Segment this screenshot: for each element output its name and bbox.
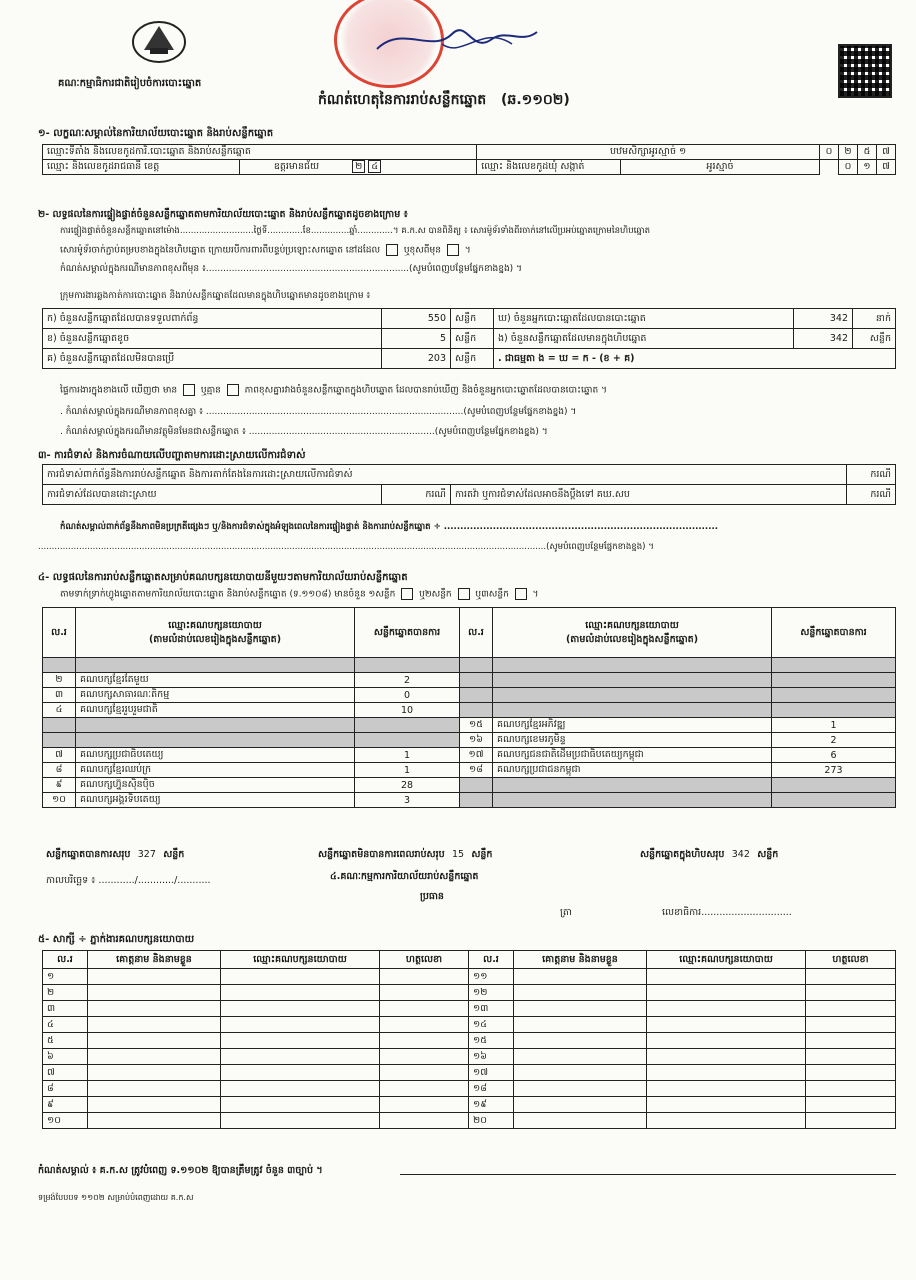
witness-right-name[interactable] xyxy=(514,1097,647,1113)
col-party-left-title: ឈ្មោះគណបក្សនយោបាយ xyxy=(168,619,262,631)
witness-right-name[interactable] xyxy=(514,1113,647,1129)
party-right-name: គណបក្សខេមរភូមិន្ទ xyxy=(493,733,772,748)
witness-left-no: ១០ xyxy=(43,1113,88,1129)
party-right-votes: 273 xyxy=(772,763,896,778)
col-votes-right: សន្លឹកឆ្នោតបានការ xyxy=(772,608,896,658)
party-left-votes xyxy=(355,718,460,733)
three-sheet-checkbox[interactable] xyxy=(515,588,527,600)
witness-right-no: ១៦ xyxy=(469,1049,514,1065)
witness-row xyxy=(43,1033,896,1049)
objection-table xyxy=(42,464,896,505)
total-invalid-label: សន្លឹកឆ្នោតមិនបានការពេលរាប់សរុប xyxy=(318,849,445,860)
section5-title: ៥- សាក្សី ÷ ភ្នាក់ងារគណបក្សនយោបាយ xyxy=(38,934,195,945)
changed-label: ឬខុសពីមុន xyxy=(403,245,441,256)
party-left-no: ៧ xyxy=(43,748,76,763)
witness-row xyxy=(43,1001,896,1017)
party-right-name: គណបក្សប្រជាជនកម្ពុជា xyxy=(493,763,772,778)
count-formula: . ជាធម្មតា ង = ឃ = ក - (ខ + គ) xyxy=(494,349,896,369)
count-a-label: ក) ចំនួនសន្លឹកឆ្នោតដែលបានទទួលពាក់ព័ន្ធ xyxy=(43,309,382,329)
line2-text: សោរម៉ូទ័រចាក់ភ្ជាប់គម្របខាងក្នុងនៃហិបឆ្នោត ក្រោយរបីការពារពីបន្ទប់ប្រឡោះសកឆ្នោត នៅដដែល xyxy=(60,245,381,256)
party-left-no xyxy=(43,718,76,733)
no-diff-checkbox[interactable] xyxy=(227,384,239,396)
party-right-votes xyxy=(772,778,896,793)
party-right-no xyxy=(460,673,493,688)
witness-left-no: ៤ xyxy=(43,1017,88,1033)
witness-right-party[interactable] xyxy=(647,1033,806,1049)
col-no-right: ល.រ xyxy=(460,608,493,658)
commune-code-1: ០ xyxy=(839,160,858,175)
col-votes-left: សន្លឹកឆ្នោតបានការ xyxy=(355,608,460,658)
two-sheet-checkbox[interactable] xyxy=(458,588,470,600)
witness-left-party[interactable] xyxy=(221,1081,380,1097)
party-right-name xyxy=(493,703,772,718)
witness-right-no: ១៨ xyxy=(469,1081,514,1097)
witness-right-no: ១៤ xyxy=(469,1017,514,1033)
party-row xyxy=(43,703,896,718)
witness-right-no: ១១ xyxy=(469,969,514,985)
witness-left-sign[interactable] xyxy=(380,1097,469,1113)
witness-right-sign[interactable] xyxy=(806,1001,896,1017)
total-invalid xyxy=(318,848,492,862)
col-party-right-sub: (តាមលំដាប់លេខរៀងក្នុងសន្លឹកឆ្នោត) xyxy=(565,633,699,645)
party-right-name xyxy=(493,793,772,808)
count-a-value: 550 xyxy=(382,309,451,329)
witness-left-sign[interactable] xyxy=(380,1017,469,1033)
objection-row2-unit: ករណី xyxy=(382,485,451,505)
party-right-votes: 1 xyxy=(772,718,896,733)
witness-row xyxy=(43,1065,896,1081)
party-right-name xyxy=(493,658,772,673)
party-left-no xyxy=(43,733,76,748)
witness-right-name[interactable] xyxy=(514,1081,647,1097)
witness-left-name[interactable] xyxy=(88,985,221,1001)
section2-line1: ការផ្ទៀងផ្ទាត់ចំនួនសន្លឹកឆ្នោតនៅម៉ោង...........................ថ្ងៃទី.............ខែ..............ឆ្នាំ.............។ គ.ក.ស បានពិនិត្យ ៖ សោរម៉ូទ័រទាំងពីរចាក់នៅលើប្រអប់ឆ្នោតក្រោមនៃហិបឆ្នោត xyxy=(60,226,651,236)
province-code-2: ៤ xyxy=(368,160,381,173)
party-left-votes: 3 xyxy=(355,793,460,808)
count-d-label: ឃ) ចំនួនអ្នកបោះឆ្នោតដែលបានបោះឆ្នោត xyxy=(494,309,794,329)
party-right-no xyxy=(460,688,493,703)
party-left-votes: 10 xyxy=(355,703,460,718)
witness-left-party[interactable] xyxy=(221,1049,380,1065)
count-b-value: 5 xyxy=(382,329,451,349)
witness-right-sign[interactable] xyxy=(806,1113,896,1129)
count-c-value: 203 xyxy=(382,349,451,369)
w-col-name-right: គោត្តនាម និងនាមខ្លួន xyxy=(514,951,647,969)
party-left-name: គណបក្សខ្មែរតែមួយ xyxy=(76,673,355,688)
party-left-no: ១០ xyxy=(43,793,76,808)
subtitle-text: តាមទាក់ទ្រាក់ហ្វូងឆ្នោតតាមការិយាល័យបោះឆ្នោត និងរាប់សន្លឹកឆ្នោត (ទ.១១០៨) មានចំនួន ១សន្លឹក xyxy=(60,589,396,600)
witness-left-name[interactable] xyxy=(88,1017,221,1033)
party-row xyxy=(43,748,896,763)
section2-line3: កំណត់សម្គាល់ក្នុងករណីមានភាពខុសពីមុន ៖.......................................................................(សូមបំពេញបន្ថែមផ្នែកខាងខ្នង) ។ xyxy=(60,264,522,274)
witness-left-party[interactable] xyxy=(221,1033,380,1049)
witness-row xyxy=(43,969,896,985)
two-sheet-label: ឬ២សន្លឹក xyxy=(419,589,452,600)
form-title-text: កំណត់ហេតុនៃការរាប់សន្លឹកឆ្នោត xyxy=(318,92,487,108)
party-right-no xyxy=(460,703,493,718)
party-results-table xyxy=(42,607,896,808)
w-col-party-left: ឈ្មោះគណបក្សនយោបាយ xyxy=(221,951,380,969)
party-right-votes: 2 xyxy=(772,733,896,748)
witness-right-no: ១៥ xyxy=(469,1033,514,1049)
changed-checkbox[interactable] xyxy=(447,244,459,256)
party-right-name: គណបក្សខ្មែរអភិវឌ្ឍ xyxy=(493,718,772,733)
witness-right-sign[interactable] xyxy=(806,969,896,985)
witness-right-party[interactable] xyxy=(647,1081,806,1097)
w-col-party-right: ឈ្មោះគណបក្សនយោបាយ xyxy=(647,951,806,969)
total-valid-unit: សន្លឹក xyxy=(163,849,185,860)
party-left-votes: 2 xyxy=(355,673,460,688)
party-row xyxy=(43,763,896,778)
witness-right-party[interactable] xyxy=(647,1049,806,1065)
count-e-unit: សន្លឹក xyxy=(853,329,896,349)
w-col-sign-left: ហត្ថលេខា xyxy=(380,951,469,969)
section2-line7: . កំណត់សម្គាល់ក្នុងករណីមានវត្ថុមិនមែនជាសន្លឹកឆ្នោត ៖ .................................................................(សូមបំពេញបន្ថែមផ្នែកខាងខ្នង) ។ xyxy=(60,427,548,437)
party-left-no: ៩ xyxy=(43,778,76,793)
witness-right-sign[interactable] xyxy=(806,1065,896,1081)
objection-row2-label: ការជំទាស់ដែលបានដោះស្រាយ xyxy=(43,485,382,505)
party-right-votes xyxy=(772,703,896,718)
party-right-votes xyxy=(772,688,896,703)
party-right-votes xyxy=(772,673,896,688)
section2-line6: . កំណត់សម្គាល់ក្នុងករណីមានភាពខុសគ្នា ៖ ..........................................................................................(សូមបំពេញបន្ថែមផ្នែកខាងខ្នង) ។ xyxy=(60,407,577,417)
total-box xyxy=(640,848,778,862)
objection-row1-label: ការជំទាស់ពាក់ព័ន្ធនឹងការរាប់សន្លឹកឆ្នោត និងការតាក់តែងនៃការដោះស្រាយលើការជំទាស់ xyxy=(43,465,847,485)
witness-row xyxy=(43,1017,896,1033)
witness-right-sign[interactable] xyxy=(806,1049,896,1065)
total-box-value: 342 xyxy=(731,849,750,860)
ballot-count-table xyxy=(42,308,896,369)
witness-right-party[interactable] xyxy=(647,1017,806,1033)
section3-title: ៣- ការជំទាស់ និងការចំណាយលើបញ្ហាតាមការដោះស្រាយលើការជំទាស់ xyxy=(38,450,306,461)
witness-left-name[interactable] xyxy=(88,1113,221,1129)
site-code-4: ៧ xyxy=(877,145,896,160)
three-sheet-label: ឬ៣សន្លឹក xyxy=(475,589,509,600)
party-row xyxy=(43,673,896,688)
party-right-no xyxy=(460,778,493,793)
col-party-left xyxy=(76,608,355,658)
witness-left-party[interactable] xyxy=(221,1065,380,1081)
witness-left-sign[interactable] xyxy=(380,1065,469,1081)
witness-left-name[interactable] xyxy=(88,1081,221,1097)
site-code-2: ២ xyxy=(839,145,858,160)
w-col-sign-right: ហត្ថលេខា xyxy=(806,951,896,969)
section3-note: កំណត់សម្គាល់ពាក់ព័ន្ធនឹងភាពមិនប្រក្រតីផ្សេងៗ ឬ/និងការជំទាស់ក្នុងអំឡុងពេលនៃការផ្ទៀងផ្ទាត់ និងការរាប់សន្លឹកឆ្នោត ÷ .................................................................................... xyxy=(60,522,718,532)
site-code-3: ៥ xyxy=(858,145,877,160)
witness-right-name[interactable] xyxy=(514,1033,647,1049)
witness-right-no: ១៧ xyxy=(469,1065,514,1081)
witness-right-name[interactable] xyxy=(514,969,647,985)
witness-row xyxy=(43,1081,896,1097)
party-left-no xyxy=(43,658,76,673)
party-right-name xyxy=(493,673,772,688)
date-line: កាលបរិច្ឆេទ ៖ ............/............/........... xyxy=(46,875,211,886)
witness-left-party[interactable] xyxy=(221,969,380,985)
witness-left-no: ៦ xyxy=(43,1049,88,1065)
witness-right-no: ១២ xyxy=(469,985,514,1001)
site-label: ឈ្មោះទីតាំង និងលេខកូដការិ.បោះឆ្នោត និងរាប់សន្លឹកឆ្នោត xyxy=(43,145,477,160)
section1-table xyxy=(42,144,896,175)
party-left-name: គណបក្សប្រជាធិបតេយ្យ xyxy=(76,748,355,763)
party-right-votes xyxy=(772,793,896,808)
witness-left-party[interactable] xyxy=(221,1097,380,1113)
witness-left-no: ២ xyxy=(43,985,88,1001)
footer-rule xyxy=(400,1174,896,1175)
witness-right-party[interactable] xyxy=(647,1113,806,1129)
count-c-unit: សន្លឹក xyxy=(451,349,494,369)
qr-code xyxy=(838,44,892,98)
commune-value: អូរស្មាច់ xyxy=(621,160,820,175)
commune-code-2: ១ xyxy=(858,160,877,175)
party-left-votes: 0 xyxy=(355,688,460,703)
secretary-label: លេខាធិការ.............................. xyxy=(662,907,792,918)
party-left-votes: 28 xyxy=(355,778,460,793)
nec-logo xyxy=(130,18,188,66)
witness-right-name[interactable] xyxy=(514,1001,647,1017)
province-value xyxy=(239,160,476,175)
objection-row2-unit2: ករណី xyxy=(847,485,896,505)
witness-right-party[interactable] xyxy=(647,1065,806,1081)
objection-row2-mid: ការតវ៉ា ឬការជំទាស់ដែលអាចនឹងប្ដឹងទៅ គឃ.សប xyxy=(451,485,847,505)
blank-cell xyxy=(820,160,839,175)
site-value: បឋមសិក្សាអូរស្មាច់ ១ xyxy=(477,145,820,160)
witness-left-no: ៥ xyxy=(43,1033,88,1049)
section2-title: ២- លទ្ធផលនៃការផ្ទៀងផ្ទាត់ចំនួនសន្លឹកឆ្នោតតាមការិយាល័យបោះឆ្នោត និងរាប់សន្លឹកឆ្នោតដូចខាងក្រោម ៖ xyxy=(38,209,408,220)
party-left-no: ២ xyxy=(43,673,76,688)
party-right-name: គណបក្សជនជាតិដើមប្រជាធិបតេយ្យកម្ពុជា xyxy=(493,748,772,763)
party-row xyxy=(43,733,896,748)
section3-note2: ..........................................................................................................................................................................................(សូមបំពេញបន្ថែមផ្នែកខាងខ្នង) ។ xyxy=(38,542,654,552)
witness-left-sign[interactable] xyxy=(380,969,469,985)
footer-small: ទម្រង់បែបបទ ១១០២ សម្រាប់បំពេញដោយ គ.ក.ស xyxy=(38,1193,194,1202)
total-valid-value: 327 xyxy=(137,849,156,860)
witness-right-sign[interactable] xyxy=(806,1081,896,1097)
party-right-votes xyxy=(772,658,896,673)
section2-line5 xyxy=(60,384,607,398)
party-left-votes: 1 xyxy=(355,748,460,763)
witness-row xyxy=(43,1049,896,1065)
party-left-name: គណបក្សហ្វ៊ុនស៊ិនប៉ិច xyxy=(76,778,355,793)
section2-line2: សោរម៉ូទ័រចាក់ភ្ជាប់គម្របខាងក្នុងនៃហិបឆ្នោត ក្រោយរបីការពារពីបន្ទប់ប្រឡោះសកឆ្នោត នៅដដែល ឬខុសពីមុន ។ xyxy=(60,245,471,256)
total-box-label: សន្លឹកឆ្នោតក្នុងហិបសរុប xyxy=(640,849,725,860)
count-d-unit: នាក់ xyxy=(853,309,896,329)
party-right-name xyxy=(493,688,772,703)
total-invalid-unit: សន្លឹក xyxy=(471,849,493,860)
witness-left-sign[interactable] xyxy=(380,985,469,1001)
section4-title: ៤- លទ្ធផលនៃការរាប់សន្លឹកឆ្នោតសម្រាប់គណបក្សនយោបាយនីមួយៗតាមការិយាល័យរាប់សន្លឹកឆ្នោត xyxy=(38,572,408,583)
party-left-name xyxy=(76,718,355,733)
witness-left-name[interactable] xyxy=(88,1033,221,1049)
witness-right-sign[interactable] xyxy=(806,1017,896,1033)
has-diff-checkbox[interactable] xyxy=(183,384,195,396)
total-box-unit: សន្លឹក xyxy=(757,849,779,860)
total-invalid-value: 15 xyxy=(451,849,465,860)
witness-right-name[interactable] xyxy=(514,1049,647,1065)
site-code-1: ០ xyxy=(820,145,839,160)
party-left-no: ៨ xyxy=(43,763,76,778)
witness-left-sign[interactable] xyxy=(380,1113,469,1129)
party-row xyxy=(43,718,896,733)
line5-text: ផ្ទៃការងារក្នុងខាងលើ ឃើញថា មាន xyxy=(60,385,178,396)
witness-right-sign[interactable] xyxy=(806,985,896,1001)
party-row xyxy=(43,688,896,703)
witness-left-name[interactable] xyxy=(88,1049,221,1065)
party-right-no: ១៥ xyxy=(460,718,493,733)
witness-right-name[interactable] xyxy=(514,1065,647,1081)
witness-right-name[interactable] xyxy=(514,985,647,1001)
w-col-no-right: ល.រ xyxy=(469,951,514,969)
party-left-name: គណបក្សខ្មែររួបរួមជាតិ xyxy=(76,703,355,718)
party-left-name: គណបក្សអង្គរទិបតេយ្យ xyxy=(76,793,355,808)
witness-left-sign[interactable] xyxy=(380,1033,469,1049)
witness-left-sign[interactable] xyxy=(380,1049,469,1065)
witness-right-no: ២០ xyxy=(469,1113,514,1129)
party-left-votes xyxy=(355,733,460,748)
stamp-label: ត្រា xyxy=(560,907,572,918)
signature xyxy=(372,14,552,68)
witness-left-sign[interactable] xyxy=(380,1081,469,1097)
witness-right-no: ១៣ xyxy=(469,1001,514,1017)
witness-right-party[interactable] xyxy=(647,969,806,985)
same-checkbox[interactable] xyxy=(386,244,398,256)
commune-label: ឈ្មោះ និងលេខកូដឃុំ សង្កាត់ xyxy=(477,160,621,175)
witness-right-name[interactable] xyxy=(514,1017,647,1033)
party-right-no: ១៨ xyxy=(460,763,493,778)
party-left-name xyxy=(76,733,355,748)
committee-label: ៤.គណៈកម្មការការិយាល័យរាប់សន្លឹកឆ្នោត xyxy=(330,871,479,882)
party-right-no xyxy=(460,658,493,673)
party-right-no xyxy=(460,793,493,808)
party-left-name: គណបក្សខ្មែរឈប់ក្រ xyxy=(76,763,355,778)
witness-left-party[interactable] xyxy=(221,985,380,1001)
witness-right-party[interactable] xyxy=(647,1097,806,1113)
party-left-votes xyxy=(355,658,460,673)
party-right-name xyxy=(493,778,772,793)
count-b-label: ខ) ចំនួនសន្លឹកឆ្នោតខូច xyxy=(43,329,382,349)
witness-right-sign[interactable] xyxy=(806,1097,896,1113)
witness-left-name[interactable] xyxy=(88,1097,221,1113)
commune-code-3: ៧ xyxy=(877,160,896,175)
party-left-no: ៣ xyxy=(43,688,76,703)
section4-subtitle: តាមទាក់ទ្រាក់ហ្វូងឆ្នោតតាមការិយាល័យបោះឆ្នោត និងរាប់សន្លឹកឆ្នោត (ទ.១១០៨) មានចំនួន ១សន្លឹក ឬ២សន្លឹក ឬ៣សន្លឹក ។ xyxy=(60,589,539,600)
witness-left-no: ១ xyxy=(43,969,88,985)
witness-right-no: ១៩ xyxy=(469,1097,514,1113)
col-no-left: ល.រ xyxy=(43,608,76,658)
no-diff-label: ឬគ្មាន xyxy=(200,385,221,396)
party-left-name xyxy=(76,658,355,673)
witness-left-no: ៨ xyxy=(43,1081,88,1097)
witness-left-name[interactable] xyxy=(88,1065,221,1081)
form-code: (ឆ.១១០២) xyxy=(501,92,570,108)
witness-right-party[interactable] xyxy=(647,985,806,1001)
total-valid-label: សន្លឹកឆ្នោតបានការសរុប xyxy=(46,849,131,860)
province-label: ឈ្មោះ និងលេខកូដរាជធានី ខេត្ត xyxy=(43,160,240,175)
count-e-value: 342 xyxy=(794,329,853,349)
witness-right-sign[interactable] xyxy=(806,1033,896,1049)
col-party-right xyxy=(493,608,772,658)
witness-left-party[interactable] xyxy=(221,1017,380,1033)
w-col-name-left: គោត្តនាម និងនាមខ្លួន xyxy=(88,951,221,969)
org-name: គណៈកម្មាធិការជាតិរៀបចំការបោះឆ្នោត xyxy=(58,78,202,89)
count-d-value: 342 xyxy=(794,309,853,329)
section1-title: ១- លក្ខណៈសម្គាល់នៃការិយាល័យបោះឆ្នោត និងរាប់សន្លឹកឆ្នោត xyxy=(38,128,274,139)
witness-left-no: ៩ xyxy=(43,1097,88,1113)
col-party-right-title: ឈ្មោះគណបក្សនយោបាយ xyxy=(585,619,679,631)
party-right-no: ១៧ xyxy=(460,748,493,763)
count-b-unit: សន្លឹក xyxy=(451,329,494,349)
party-row xyxy=(43,778,896,793)
witness-left-name[interactable] xyxy=(88,969,221,985)
total-valid xyxy=(46,848,184,862)
col-party-left-sub: (តាមលំដាប់លេខរៀងក្នុងសន្លឹកឆ្នោត) xyxy=(148,633,282,645)
w-col-no-left: ល.រ xyxy=(43,951,88,969)
form-title xyxy=(318,90,570,111)
one-sheet-checkbox[interactable] xyxy=(401,588,413,600)
footer-note: កំណត់សម្គាល់ ៖ គ.ក.ស ត្រូវបំពេញ ទ.១១០២ ឱ្យបានត្រឹមត្រូវ ចំនួន ៣ច្បាប់ ។ xyxy=(38,1165,323,1176)
party-row xyxy=(43,658,896,673)
line5-tail: ភាពខុសគ្នារវាងចំនួនសន្លឹកឆ្នោតក្នុងហិបឆ្នោត ដែលបានរាប់ឃើញ និងចំនួនអ្នកបោះឆ្នោតដែលបានបោះឆ្នោត ។ xyxy=(244,385,607,396)
count-c-label: គ) ចំនួនសន្លឹកឆ្នោតដែលមិនបានប្រើ xyxy=(43,349,382,369)
witness-left-party[interactable] xyxy=(221,1113,380,1129)
party-left-no: ៤ xyxy=(43,703,76,718)
party-left-name: គណបក្សសាធារណៈតិកម្ម xyxy=(76,688,355,703)
province-code-1: ២ xyxy=(352,160,365,173)
witness-row xyxy=(43,1097,896,1113)
witness-left-party[interactable] xyxy=(221,1001,380,1017)
count-e-label: ង) ចំនួនសន្លឹកឆ្នោតដែលមានក្នុងហិបឆ្នោត xyxy=(494,329,794,349)
witness-row xyxy=(43,985,896,1001)
witness-left-sign[interactable] xyxy=(380,1001,469,1017)
province-name: ឧត្ដរមានជ័យ xyxy=(273,161,320,172)
witness-right-party[interactable] xyxy=(647,1001,806,1017)
witness-left-no: ៧ xyxy=(43,1065,88,1081)
witness-table xyxy=(42,950,896,1129)
witness-left-name[interactable] xyxy=(88,1001,221,1017)
section2-line4: ក្រុមការងារឆ្លងកាត់ការបោះឆ្នោត និងរាប់សន្លឹកឆ្នោតដែលមានក្នុងហិបឆ្នោតមានដូចខាងក្រោម ៖ xyxy=(60,291,371,301)
count-a-unit: សន្លឹក xyxy=(451,309,494,329)
witness-left-no: ៣ xyxy=(43,1001,88,1017)
party-right-votes: 6 xyxy=(772,748,896,763)
chair-label: ប្រធាន xyxy=(420,891,444,902)
party-right-no: ១៦ xyxy=(460,733,493,748)
party-row xyxy=(43,793,896,808)
party-left-votes: 1 xyxy=(355,763,460,778)
witness-row xyxy=(43,1113,896,1129)
objection-row1-unit: ករណី xyxy=(847,465,896,485)
